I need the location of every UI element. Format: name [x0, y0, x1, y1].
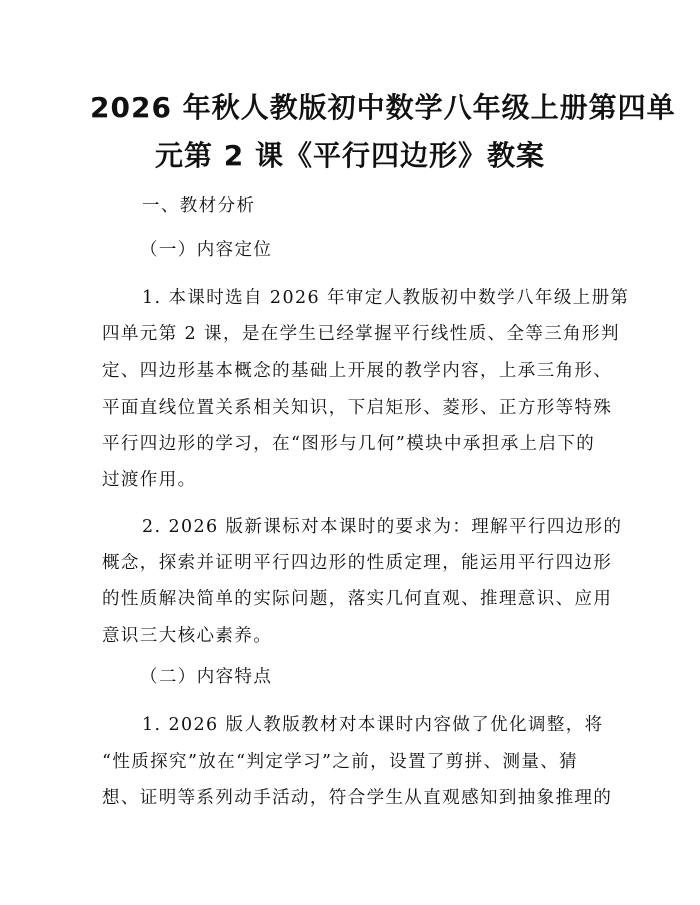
paragraph-1-line-6: 过渡作用。: [102, 470, 197, 490]
paragraph-1-line-2: 四单元第 2 课，是在学生已经掌握平行线性质、全等三角形判: [102, 324, 620, 344]
paragraph-1-line-1: 1. 本课时选自 2026 年审定人教版初中数学八年级上册第: [142, 288, 630, 308]
paragraph-1-line-5: 平行四边形的学习，在“图形与几何”模块中承担承上启下的: [102, 434, 596, 454]
paragraph-3-line-2: “性质探究”放在“判定学习”之前，设置了剪拼、测量、猜: [102, 752, 579, 772]
paragraph-3-line-3: 想、证明等系列动手活动，符合学生从直观感知到抽象推理的: [102, 788, 613, 808]
paragraph-1-line-3: 定、四边形基本概念的基础上开展的教学内容，上承三角形、: [102, 361, 613, 381]
paragraph-3-line-1: 1. 2026 版人教版教材对本课时内容做了优化调整，将: [142, 715, 604, 735]
paragraph-1-line-4: 平面直线位置关系相关知识，下启矩形、菱形、正方形等特殊: [102, 398, 613, 418]
subsection-heading-content-positioning: （一）内容定位: [140, 240, 273, 260]
subsection-heading-content-features: （二）内容特点: [140, 667, 273, 687]
document-title-line-1: 2026 年秋人教版初中数学八年级上册第四单: [90, 91, 676, 124]
paragraph-2-line-2: 概念，探索并证明平行四边形的性质定理，能运用平行四边形: [102, 553, 613, 573]
paragraph-2-line-3: 的性质解决简单的实际问题，落实几何直观、推理意识、应用: [102, 589, 613, 609]
document-title-line-2: 元第 2 课《平行四边形》教案: [155, 139, 545, 172]
section-heading-teaching-material-analysis: 一、教材分析: [142, 196, 256, 216]
paragraph-2-line-4: 意识三大核心素养。: [102, 626, 273, 646]
paragraph-2-line-1: 2. 2026 版新课标对本课时的要求为：理解平行四边形的: [142, 517, 623, 537]
